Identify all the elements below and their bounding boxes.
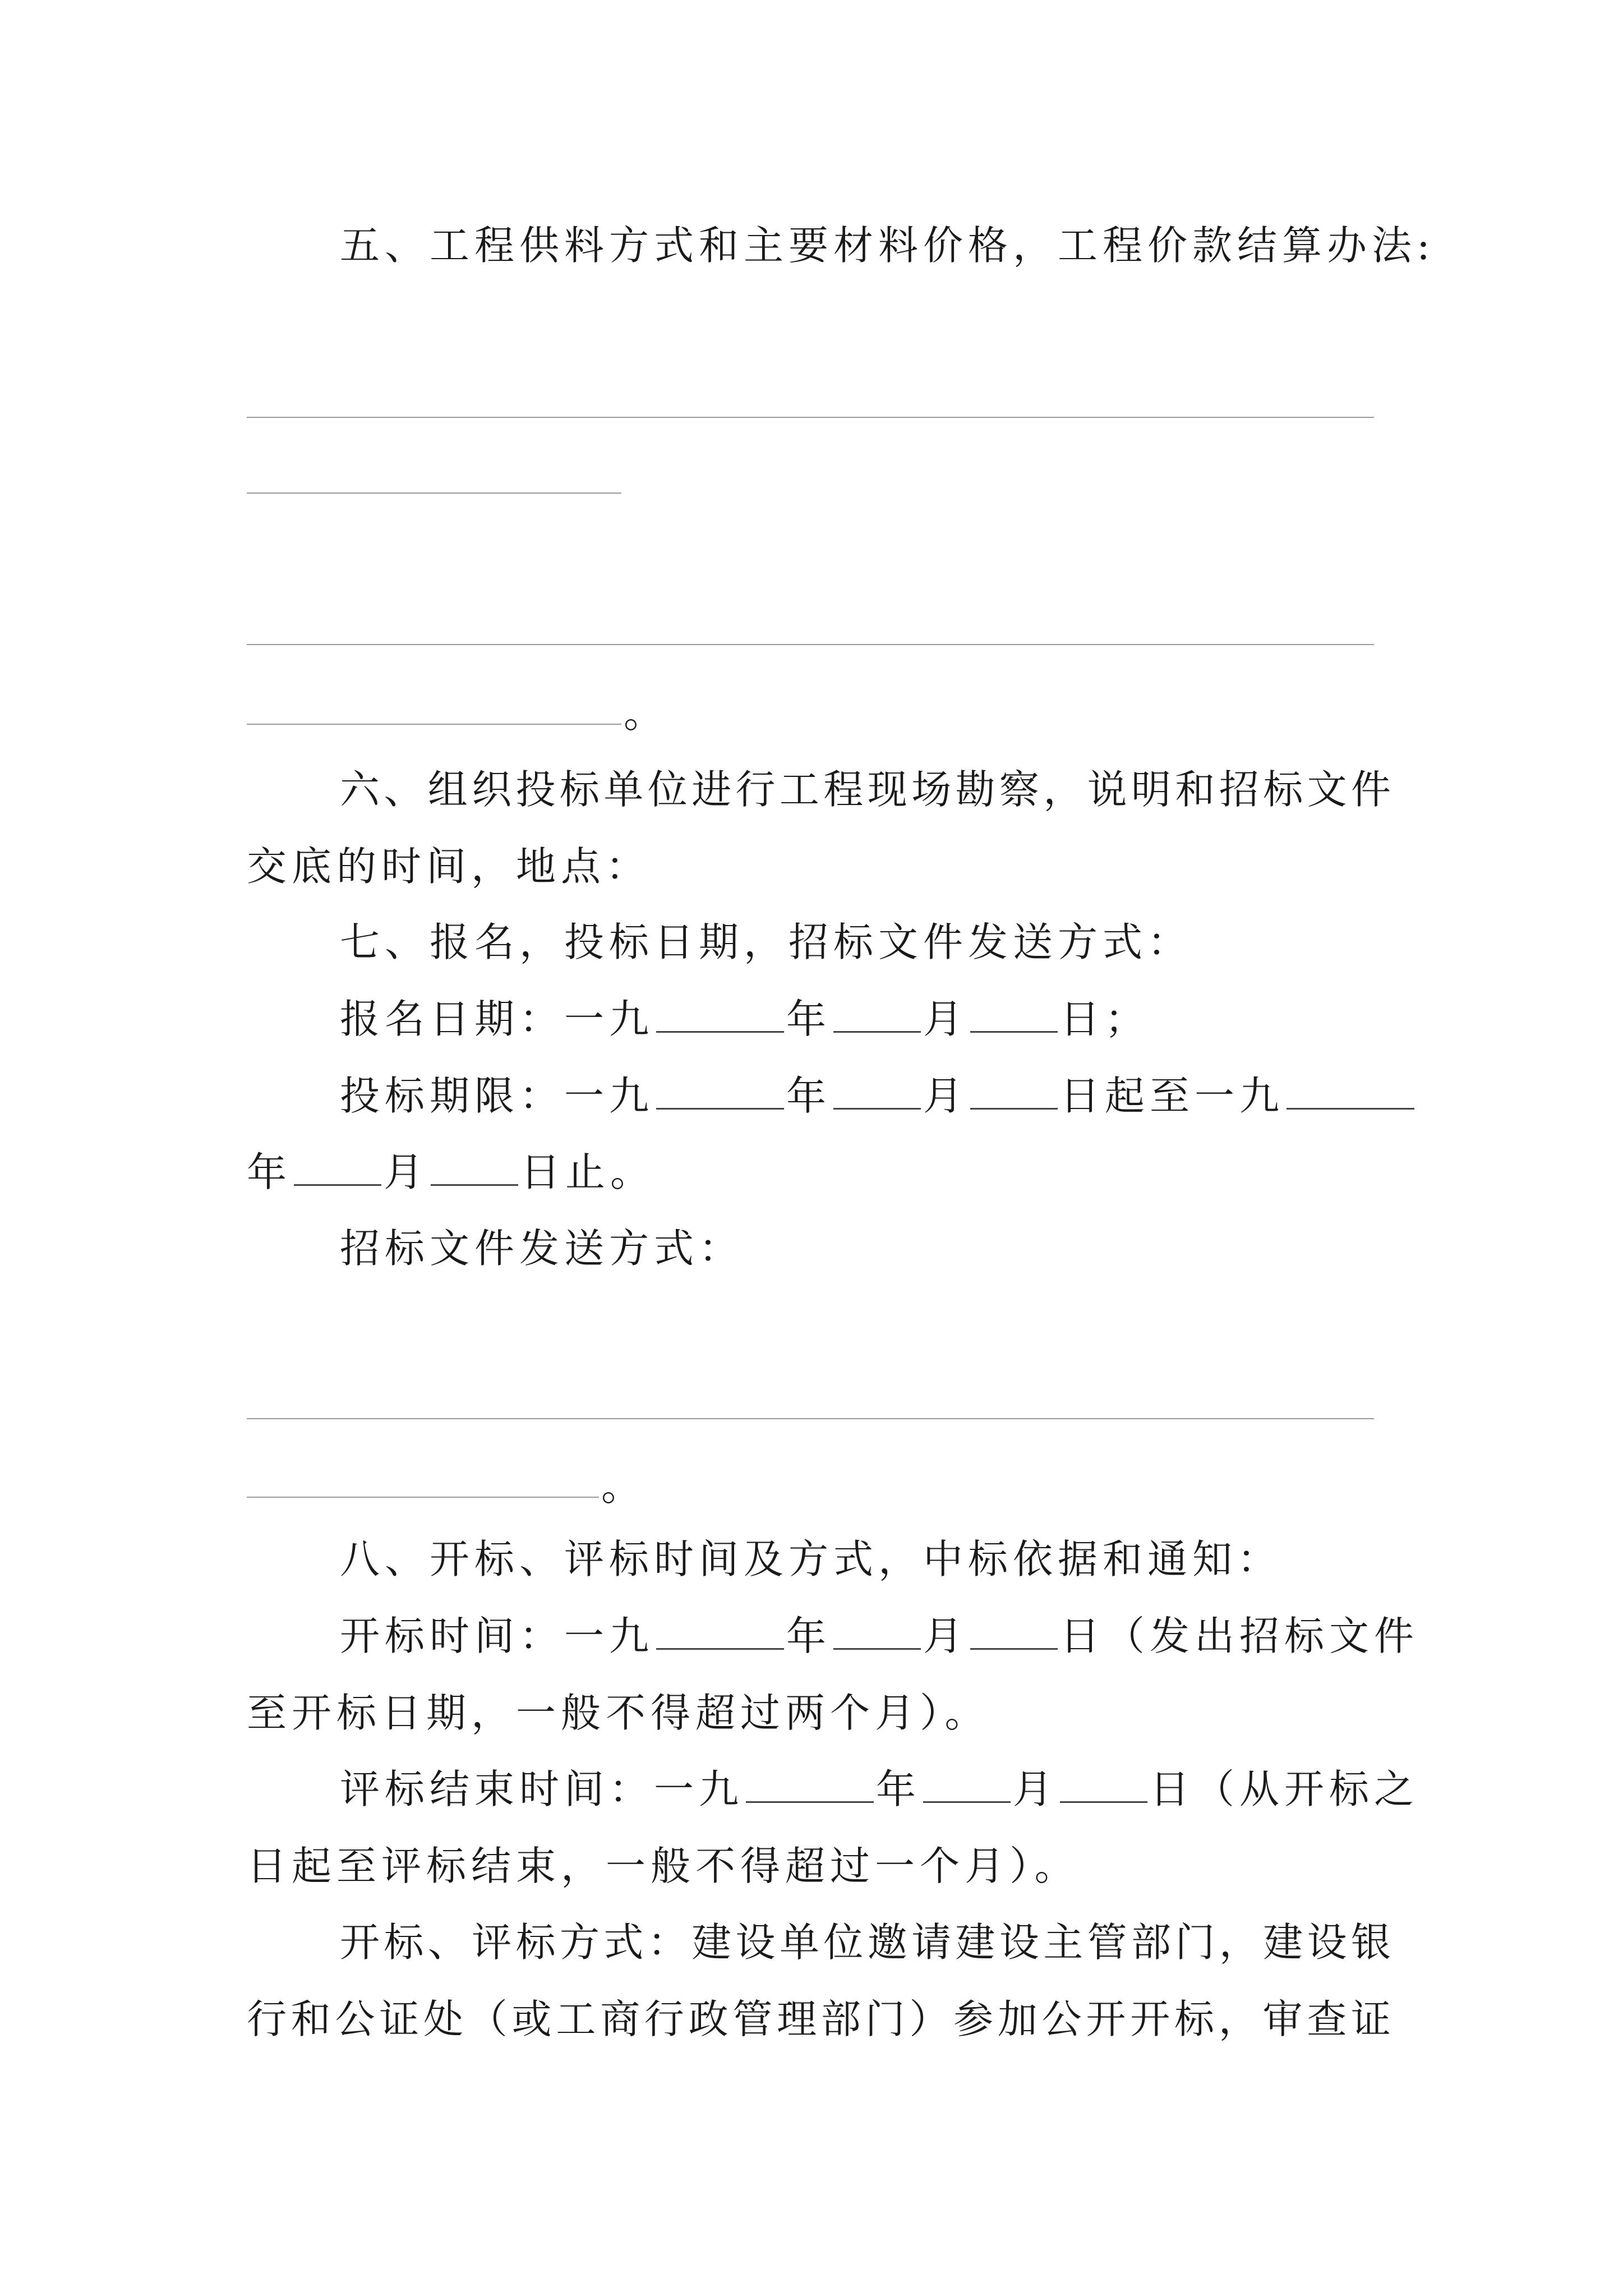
registration-date-label: 报名日期：一九 (340, 996, 654, 1042)
evaluation-time-line (340, 1761, 1419, 1818)
year-label: 年 (786, 996, 832, 1042)
section-7-heading: 七、报名，投标日期，招标文件发送方式： (340, 919, 1193, 965)
blank-line (247, 1497, 599, 1498)
registration-date-line (340, 991, 1391, 1047)
section-8-heading: 八、开标、评标时间及方式，中标依据和通知： (340, 1536, 1283, 1582)
end-mark: 。 (601, 1463, 642, 1510)
month-blank (923, 1766, 1011, 1803)
year-blank (1287, 1073, 1414, 1110)
day-blank (970, 1073, 1058, 1110)
year-blank (656, 1613, 784, 1650)
month-blank (833, 996, 921, 1033)
blank-line (247, 417, 1374, 418)
year-label: 年 (247, 1149, 292, 1195)
year-blank (656, 1073, 784, 1110)
opening-time-line (340, 1608, 1419, 1664)
year-label: 年 (786, 1073, 832, 1119)
section-6-continuation: 交底的时间，地点： (247, 843, 651, 890)
day-blank (970, 1613, 1058, 1650)
month-label: 月 (384, 1149, 429, 1195)
evaluation-method-continuation: 行和公证处（或工商行政管理部门）参加公开开标，审查证 (247, 1996, 1391, 2042)
month-blank (833, 1613, 921, 1650)
bid-period-end-line (247, 1144, 1391, 1200)
month-blank (833, 1073, 921, 1110)
blank-line (247, 644, 1374, 645)
month-label: 月 (923, 1613, 969, 1659)
year-blank (746, 1766, 874, 1803)
bid-period-label: 投标期限：一九 (340, 1073, 654, 1119)
day-label: 日； (1060, 996, 1150, 1042)
blank-line (247, 724, 621, 725)
bid-period-line (340, 1068, 1391, 1124)
section-6-heading: 六、组织投标单位进行工程现场勘察，说明和招标文件 (340, 766, 1391, 813)
day-blank (1060, 1766, 1147, 1803)
month-label: 月 (923, 1073, 969, 1119)
day-blank (431, 1149, 518, 1186)
evaluation-note: 日（从开标之 (1150, 1766, 1419, 1812)
evaluation-note-continuation: 日起至评标结束，一般不得超过一个月）。 (247, 1843, 1080, 1889)
blank-line (247, 1418, 1374, 1419)
blank-line (247, 493, 621, 494)
evaluation-method-line: 开标、评标方式：建设单位邀请建设主管部门，建设银 (340, 1919, 1391, 1966)
month-blank (294, 1149, 381, 1186)
evaluation-time-label: 评标结束时间：一九 (340, 1766, 744, 1812)
end-mark: 。 (624, 690, 664, 737)
day-blank (970, 996, 1058, 1033)
opening-note: 日（发出招标文件 (1060, 1613, 1419, 1659)
day-from-label: 日起至一九 (1060, 1073, 1285, 1119)
send-method-label: 招标文件发送方式： (340, 1225, 744, 1272)
opening-note-continuation: 至开标日期，一般不得超过两个月）。 (247, 1690, 990, 1736)
year-label: 年 (876, 1766, 921, 1812)
year-label: 年 (786, 1613, 832, 1659)
opening-time-label: 开标时间：一九 (340, 1613, 654, 1659)
month-label: 月 (923, 996, 969, 1042)
section-5-heading: 五、工程供料方式和主要材料价格，工程价款结算办法: (340, 222, 1435, 269)
day-end-label: 日止。 (520, 1149, 656, 1195)
year-blank (656, 996, 784, 1033)
month-label: 月 (1013, 1766, 1058, 1812)
